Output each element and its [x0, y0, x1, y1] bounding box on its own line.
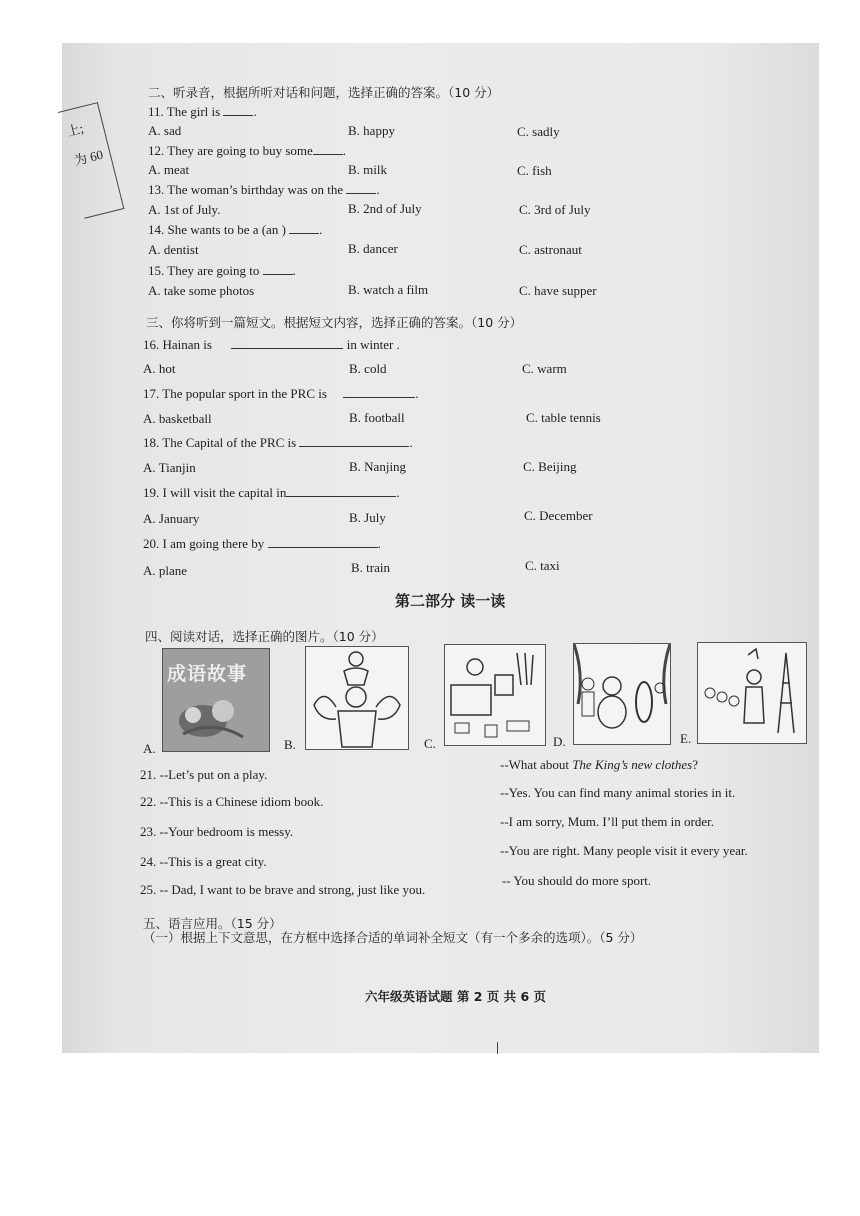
q15-option-b: B. watch a film [348, 282, 429, 297]
picture-e-city-tour [697, 642, 807, 744]
picture-e-label: E. [680, 731, 692, 746]
q11-option-a: A. sad [148, 123, 182, 138]
q14-option-a: A. dentist [148, 242, 199, 257]
response-5: -- You should do more sport. [502, 873, 652, 888]
q21-dialogue: 21. --Let’s put on a play. [140, 767, 268, 782]
q19-stem: 19. I will visit the capital in . [143, 485, 400, 500]
q14-stem: 14. She wants to be a (an ) . [148, 222, 323, 237]
q11-option-c: C. sadly [517, 124, 560, 139]
q15-stem: 15. They are going to . [148, 263, 296, 278]
picture-b-father-child [305, 646, 409, 750]
city-tour-icon [698, 643, 806, 743]
section5-subheading: （一）根据上下文意思，在方框中选择合适的单词补全短文（有一个多余的选项）。（5 分） [143, 930, 643, 945]
king-new-clothes-icon [574, 644, 670, 744]
q20-stem: 20. I am going there by . [143, 536, 381, 551]
q16-option-b: B. cold [349, 361, 387, 376]
q19-option-a: A. January [143, 511, 200, 526]
q17-option-c: C. table tennis [526, 410, 601, 425]
q17-option-a: A. basketball [143, 411, 212, 426]
father-child-icon [306, 647, 408, 749]
stamp-line-1: 上; [65, 120, 86, 140]
stamp-line-2: 为 60 [72, 146, 105, 169]
section5-heading: 五、语言应用。（15 分） [143, 916, 282, 931]
q22-dialogue: 22. --This is a Chinese idiom book. [140, 794, 324, 809]
q19-option-c: C. December [524, 508, 593, 523]
q11-option-b: B. happy [348, 123, 395, 138]
q20-option-a: A. plane [143, 563, 188, 578]
q12-option-a: A. meat [148, 162, 190, 177]
q13-stem: 13. The woman’s birthday was on the . [148, 182, 380, 197]
q12-option-b: B. milk [348, 162, 388, 177]
section2-heading: 二、听录音，根据所听对话和问题，选择正确的答案。（10 分） [148, 85, 500, 100]
picture-c-label: C. [424, 736, 436, 751]
picture-c-messy-bedroom [444, 644, 546, 746]
q23-dialogue: 23. --Your bedroom is messy. [140, 824, 294, 839]
q25-dialogue: 25. -- Dad, I want to be brave and strong, just like you. [140, 882, 426, 897]
messy-bedroom-icon [445, 645, 545, 745]
picture-a-label: A. [143, 741, 156, 756]
q14-option-c: C. astronaut [519, 242, 582, 257]
response-3: --I am sorry, Mum. I’ll put them in order. [500, 814, 714, 829]
q18-option-b: B. Nanjing [349, 459, 407, 474]
q18-option-c: C. Beijing [523, 459, 577, 474]
idiom-book-title: 成语故事 [167, 663, 248, 685]
q19-option-b: B. July [349, 510, 386, 525]
q18-option-a: A. Tianjin [143, 460, 196, 475]
q16-option-a: A. hot [143, 361, 176, 376]
q17-stem: 17. The popular sport in the PRC is . [143, 386, 419, 401]
page-edge-mark [497, 1042, 498, 1054]
response-2: --Yes. You can find many animal stories in it. [500, 785, 736, 800]
picture-b-label: B. [284, 737, 296, 752]
picture-a-idiom-book [162, 648, 270, 752]
q16-option-c: C. warm [522, 361, 567, 376]
q20-option-c: C. taxi [525, 558, 560, 573]
response-4: --You are right. Many people visit it every year. [500, 843, 748, 858]
picture-d-label: D. [553, 734, 566, 749]
q12-option-c: C. fish [517, 163, 552, 178]
q15-option-a: A. take some photos [148, 283, 255, 298]
section4-heading: 四、阅读对话，选择正确的图片。（10 分） [145, 629, 384, 644]
q18-stem: 18. The Capital of the PRC is . [143, 435, 413, 450]
q24-dialogue: 24. --This is a great city. [140, 854, 267, 869]
q11-stem: 11. The girl is . [148, 104, 257, 119]
response-1: --What about The King’s new clothes? [500, 757, 698, 772]
q12-stem: 12. They are going to buy some . [148, 143, 347, 158]
q14-option-b: B. dancer [348, 241, 398, 256]
q16-stem: 16. Hainan is in winter . [143, 337, 400, 352]
q13-option-b: B. 2nd of July [348, 201, 422, 216]
q17-option-b: B. football [349, 410, 405, 425]
q13-option-a: A. 1st of July. [148, 202, 221, 217]
part2-title: 第二部分 读一读 [395, 592, 506, 610]
section3-heading: 三、你将听到一篇短文。根据短文内容，选择正确的答案。（10 分） [146, 315, 523, 330]
page-footer: 六年级英语试题 第 2 页 共 6 页 [365, 989, 547, 1004]
q15-option-c: C. have supper [519, 283, 597, 298]
picture-d-king-play [573, 643, 671, 745]
q20-option-b: B. train [351, 560, 390, 575]
q13-option-c: C. 3rd of July [519, 202, 591, 217]
